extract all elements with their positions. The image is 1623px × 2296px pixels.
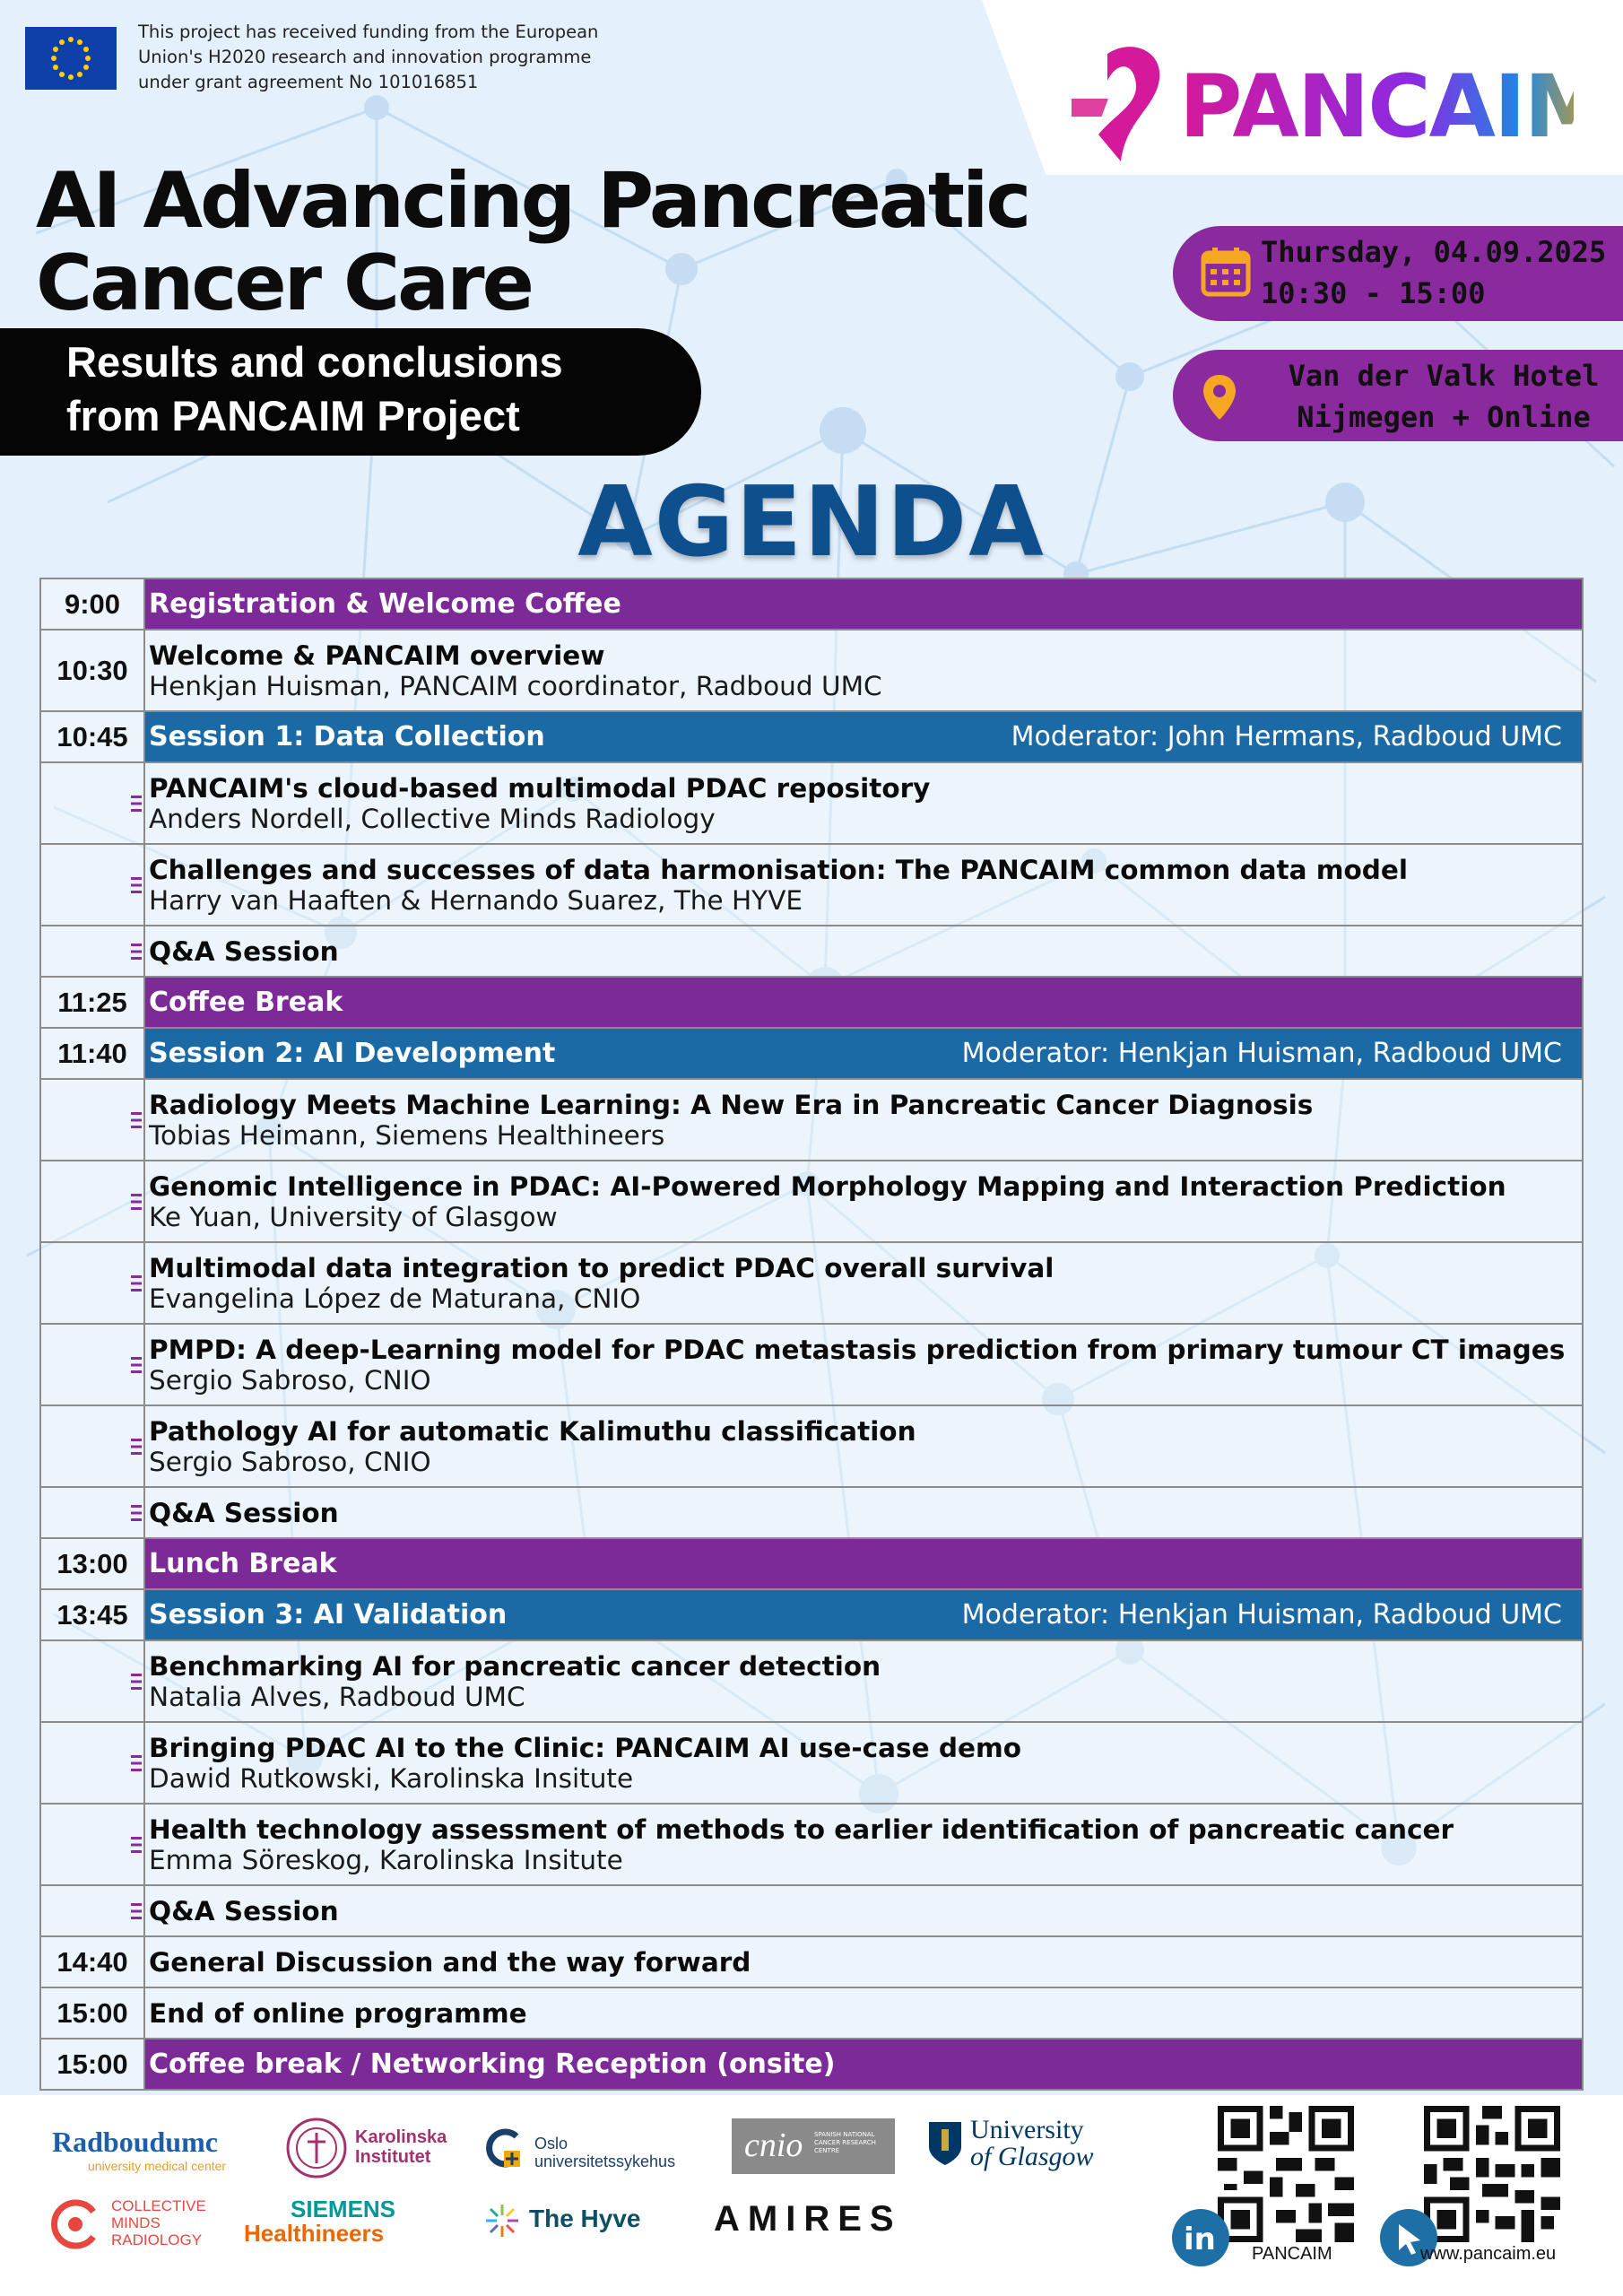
venue-line-2: Nijmegen + Online [1297, 400, 1591, 434]
agenda-time [40, 926, 144, 977]
item-title: Q&A Session [149, 935, 339, 967]
funding-notice: This project has received funding from the European Union's H2020 research and innovation programme under grant agreement No 101016851 [138, 22, 599, 92]
agenda-content [144, 1722, 1583, 1804]
talk-title: Challenges and successes of data harmonisation: The PANCAIM common data model [149, 854, 1409, 885]
agenda-content [144, 1640, 1583, 1722]
talk-speaker: Tobias Heimann, Siemens Healthineers [149, 1119, 665, 1151]
agenda-time [40, 1161, 144, 1242]
talk-title: Genomic Intelligence in PDAC: AI-Powered Morphology Mapping and Interaction Prediction [149, 1170, 1506, 1202]
venue-line-1: Van der Valk Hotel [1288, 359, 1600, 393]
session-title: Session 1: Data Collection [149, 721, 545, 752]
agenda-content [144, 1079, 1583, 1161]
list-bullet-icon [131, 1886, 142, 1935]
eu-flag-icon [25, 27, 117, 90]
agenda-time [40, 1640, 144, 1722]
agenda-content [144, 2039, 1583, 2090]
amires-logo: AMIRES [714, 2199, 902, 2239]
list-bullet-icon [131, 1161, 142, 1241]
agenda-content [144, 1242, 1583, 1324]
agenda-row [40, 1640, 1583, 1722]
calendar-icon [1200, 246, 1252, 298]
agenda-row [40, 1405, 1583, 1487]
break-title: Lunch Break [149, 1548, 337, 1579]
glasgow-logo: University of Glasgow [970, 2115, 1094, 2171]
agenda-time: 15:00 [40, 2039, 144, 2090]
agenda-content [144, 1161, 1583, 1242]
talk-speaker: Ke Yuan, University of Glasgow [149, 1201, 558, 1232]
agenda-time: 10:45 [40, 711, 144, 762]
agenda-row [40, 1538, 1583, 1589]
linkedin-label[interactable]: PANCAIM [1252, 2244, 1332, 2264]
list-bullet-icon [131, 1325, 142, 1405]
agenda-time: 14:40 [40, 1936, 144, 1987]
glasgow-crest-icon [927, 2120, 963, 2167]
agenda-content [144, 1936, 1583, 1987]
agenda-content [144, 1405, 1583, 1487]
agenda-time: 15:00 [40, 1987, 144, 2039]
agenda-row [40, 926, 1583, 977]
talk-title: Multimodal data integration to predict PDAC overall survival [149, 1252, 1055, 1283]
break-title: Coffee break / Networking Reception (onsite) [149, 2048, 836, 2080]
agenda-heading: AGENDA [577, 466, 1046, 578]
agenda-content [144, 1804, 1583, 1885]
agenda-row [40, 1028, 1583, 1079]
talk-speaker: Anders Nordell, Collective Minds Radiology [149, 803, 716, 834]
title-line-1: AI Advancing Pancreatic [36, 156, 1029, 246]
agenda-time [40, 762, 144, 844]
agenda-time: 11:40 [40, 1028, 144, 1079]
agenda-content [144, 1487, 1583, 1538]
talk-speaker: Sergio Sabroso, CNIO [149, 1446, 431, 1477]
location-pin-icon [1202, 373, 1237, 422]
agenda-content [144, 711, 1583, 762]
the-hyve-icon [484, 2203, 520, 2239]
agenda-row [40, 1936, 1583, 1987]
agenda-row [40, 1079, 1583, 1161]
talk-speaker: Henkjan Huisman, PANCAIM coordinator, Radboud UMC [149, 670, 882, 701]
session-moderator: Moderator: Henkjan Huisman, Radboud UMC [961, 1038, 1562, 1069]
agenda-row [40, 630, 1583, 711]
agenda-row [40, 977, 1583, 1028]
agenda-body [40, 578, 1583, 2090]
talk-title: Health technology assessment of methods to earlier identification of pancreatic cancer [149, 1813, 1454, 1845]
agenda-content [144, 1028, 1583, 1079]
agenda-time [40, 1487, 144, 1538]
session-title: Session 3: AI Validation [149, 1599, 508, 1631]
collective-minds-icon [50, 2199, 100, 2249]
cnio-logo: cnio SPANISH NATIONAL CANCER RESEARCH CENTRE [732, 2118, 895, 2174]
agenda-row [40, 1161, 1583, 1242]
agenda-time: 10:30 [40, 630, 144, 711]
agenda-time [40, 844, 144, 926]
event-time: 10:30 - 15:00 [1261, 276, 1486, 310]
agenda-content [144, 1324, 1583, 1405]
event-date: Thursday, 04.09.2025 [1261, 235, 1607, 269]
page-title [36, 156, 1112, 328]
list-bullet-icon [131, 1243, 142, 1323]
talk-speaker: Sergio Sabroso, CNIO [149, 1364, 431, 1396]
linkedin-icon[interactable] [1171, 2208, 1230, 2267]
agenda-row [40, 1885, 1583, 1936]
agenda-content [144, 1589, 1583, 1640]
talk-title: Radiology Meets Machine Learning: A New Era in Pancreatic Cancer Diagnosis [149, 1089, 1314, 1120]
agenda-time [40, 1885, 144, 1936]
agenda-row [40, 1804, 1583, 1885]
agenda-time [40, 1324, 144, 1405]
agenda-time: 11:25 [40, 977, 144, 1028]
talk-speaker: Evangelina López de Maturana, CNIO [149, 1283, 641, 1314]
list-bullet-icon [131, 763, 142, 843]
talk-title: Welcome & PANCAIM overview [149, 639, 605, 671]
the-hyve-logo: The Hyve [529, 2205, 641, 2232]
agenda-content [144, 1987, 1583, 2039]
agenda-time [40, 1804, 144, 1885]
session-moderator: Moderator: Henkjan Huisman, Radboud UMC [961, 1599, 1562, 1631]
agenda-row [40, 578, 1583, 630]
talk-title: PMPD: A deep-Learning model for PDAC metastasis prediction from primary tumour CT images [149, 1334, 1566, 1365]
list-bullet-icon [131, 1805, 142, 1884]
agenda-content [144, 762, 1583, 844]
agenda-table [39, 578, 1584, 2091]
agenda-time: 9:00 [40, 578, 144, 630]
oslo-logo: Oslo universitetssykehus [534, 2135, 676, 2170]
agenda-row [40, 2039, 1583, 2090]
oslo-logo-icon [481, 2127, 522, 2169]
list-bullet-icon [131, 1406, 142, 1486]
agenda-row [40, 844, 1583, 926]
talk-speaker: Dawid Rutkowski, Karolinska Insitute [149, 1762, 634, 1794]
agenda-content [144, 1885, 1583, 1936]
agenda-row [40, 1987, 1583, 2039]
talk-title: PANCAIM's cloud-based multimodal PDAC repository [149, 772, 931, 804]
svg-text:in: in [1184, 2222, 1216, 2257]
list-bullet-icon [131, 1080, 142, 1160]
list-bullet-icon [131, 926, 142, 976]
talk-speaker: Harry van Haaften & Hernando Suarez, The HYVE [149, 884, 803, 916]
agenda-row [40, 711, 1583, 762]
break-title: Registration & Welcome Coffee [149, 588, 621, 620]
agenda-content [144, 630, 1583, 711]
subtitle [66, 335, 694, 443]
agenda-content [144, 1538, 1583, 1589]
agenda-content [144, 977, 1583, 1028]
list-bullet-icon [131, 1723, 142, 1803]
item-title: Q&A Session [149, 1895, 339, 1926]
agenda-time [40, 1079, 144, 1161]
linkedin-qr-code[interactable] [1218, 2106, 1354, 2242]
list-bullet-icon [131, 845, 142, 925]
subtitle-line-1: Results and conclusions [66, 338, 563, 386]
radboudumc-logo: Radboudumc university medical center [52, 2126, 227, 2173]
logo-text: PANCAIM [1179, 57, 1574, 157]
event-venue [1264, 355, 1623, 438]
agenda-row [40, 1487, 1583, 1538]
karolinska-seal-icon [285, 2117, 348, 2179]
break-title: Coffee Break [149, 987, 343, 1018]
website-qr-code[interactable] [1424, 2106, 1560, 2242]
talk-title: Bringing PDAC AI to the Clinic: PANCAIM AI use-case demo [149, 1732, 1022, 1763]
agenda-row [40, 1722, 1583, 1804]
agenda-content [144, 926, 1583, 977]
website-label[interactable]: www.pancaim.eu [1420, 2244, 1557, 2264]
item-title: End of online programme [149, 1997, 527, 2029]
title-line-2: Cancer Care [36, 239, 532, 328]
agenda-row [40, 1242, 1583, 1324]
talk-title: Benchmarking AI for pancreatic cancer detection [149, 1650, 881, 1682]
agenda-content [144, 578, 1583, 630]
session-moderator: Moderator: John Hermans, Radboud UMC [1011, 721, 1562, 752]
agenda-row [40, 1324, 1583, 1405]
agenda-time: 13:45 [40, 1589, 144, 1640]
talk-title: Pathology AI for automatic Kalimuthu classification [149, 1415, 916, 1447]
list-bullet-icon [131, 1641, 142, 1721]
agenda-content [144, 844, 1583, 926]
agenda-time [40, 1242, 144, 1324]
talk-speaker: Natalia Alves, Radboud UMC [149, 1681, 525, 1712]
karolinska-logo: Karolinska Institutet [355, 2127, 447, 2167]
agenda-time: 13:00 [40, 1538, 144, 1589]
item-title: Q&A Session [149, 1497, 339, 1528]
session-title: Session 2: AI Development [149, 1038, 556, 1069]
subtitle-line-2: from PANCAIM Project [66, 392, 520, 439]
siemens-healthineers-logo: SIEMENS Healthineers [244, 2196, 396, 2247]
talk-speaker: Emma Söreskog, Karolinska Insitute [149, 1844, 623, 1875]
pancaim-logo [1072, 27, 1574, 170]
event-datetime [1261, 231, 1619, 314]
agenda-row [40, 1589, 1583, 1640]
collective-minds-logo: COLLECTIVE MINDS RADIOLOGY [111, 2197, 206, 2248]
agenda-row [40, 762, 1583, 844]
agenda-time [40, 1405, 144, 1487]
list-bullet-icon [131, 1488, 142, 1537]
agenda-time [40, 1722, 144, 1804]
item-title: General Discussion and the way forward [149, 1946, 751, 1978]
